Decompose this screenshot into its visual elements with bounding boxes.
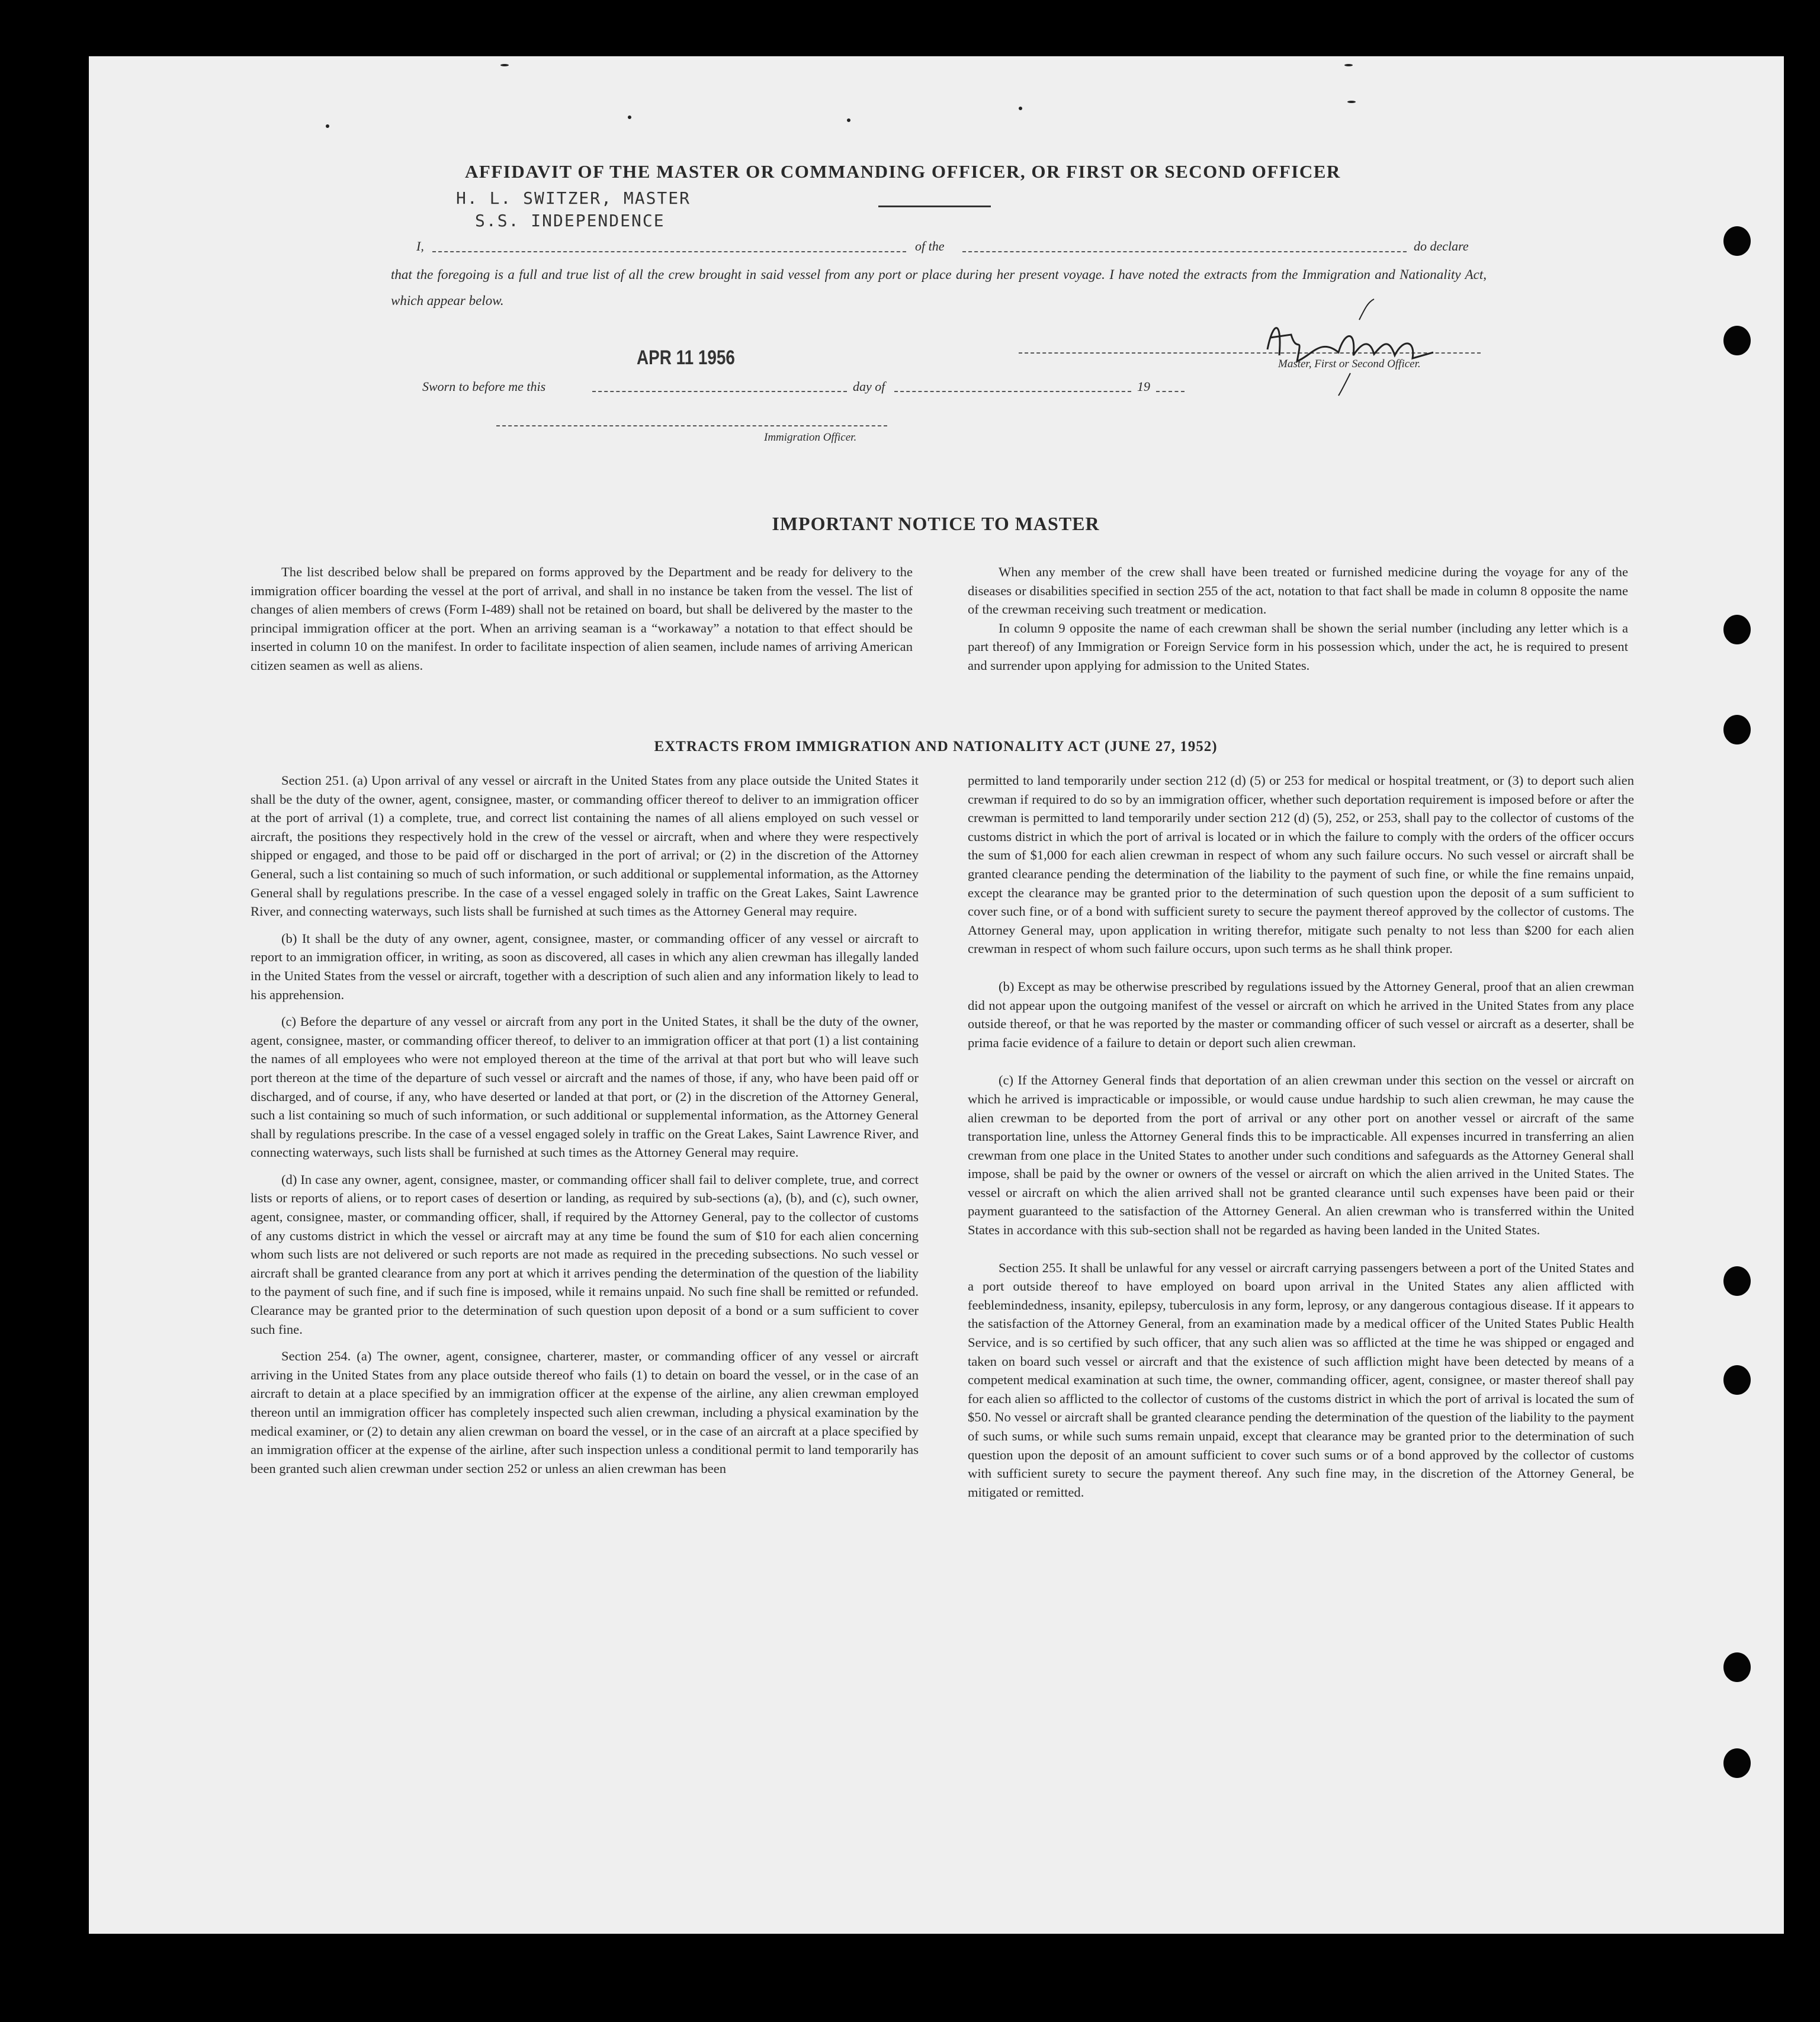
label-do-declare: do declare xyxy=(1414,239,1469,253)
section-254-a-continued: permitted to land temporarily under section 212 (d) (5) or 253 for medical or hospital treatment, or (3) to deport such alien crewman if required to do so by an immigration officer, whether such deportation requirement is imposed before or after the crewman is permitted to land temporarily under section 212 (d) (5), 252, or 253, shall pay to the collector of customs of the customs district in which the port of arrival is located or in which the failure to comply with the orders of the officer occurs the sum of $1,000 for each alien crewman in respect of whom any such failure occurs. No such vessel or aircraft shall be granted clearance pending the determination of the liability to the payment of such fine, or while the fine remains unpaid, except the clearance may be granted prior to the determination of such question upon the deposit of a sum sufficient to cover such fine, or of a bond with sufficient surety to secure the payment thereof approved by the collector of customs. The Attorney General may, upon application in writing therefor, mitigate such penalty to not less than $200 for each alien crewman in respect of whom such failure occurs, upon such terms as he shall think proper. xyxy=(968,773,1634,957)
notice-right-column xyxy=(968,563,1628,683)
section-251-c: (c) Before the departure of any vessel or aircraft from any port in the United States, it shall be the duty of the owner, agent, consignee, master, or commanding officer thereof, to deliver to an immigration officer at that port (1) a list containing the names of all employees who were not employed thereon at the time of the arrival at that port but who will leave such port thereon at the time of the departure of such vessel or aircraft and the names of those, if any, who have been paid off or discharged, and of course, if any, who have deserted or landed at that port, or (2) in the discretion of the Attorney General, such a list containing so much of such information, or such additional or supplemental information, as the Attorney General shall by regulations prescribe. In the case of a vessel engaged solely in traffic on the Great Lakes, Saint Lawrence River, and connecting waterways, such lists shall be furnished at such times as the Attorney General may require. xyxy=(251,1014,919,1160)
extracts-left-column xyxy=(251,771,919,1486)
day-of-label: day of xyxy=(853,379,885,394)
notice-heading: IMPORTANT NOTICE TO MASTER xyxy=(772,513,1100,534)
sworn-label: Sworn to before me this xyxy=(422,379,546,394)
sworn-day-blank xyxy=(592,391,847,392)
extracts-right-column xyxy=(968,771,1634,1510)
scan-speck xyxy=(847,118,850,122)
vessel-blank xyxy=(962,251,1407,252)
signature-caption: Master, First or Second Officer. xyxy=(1278,358,1421,370)
date-stamp: APR 11 1956 xyxy=(637,346,735,369)
master-name-stamp: H. L. SWITZER, MASTER xyxy=(456,188,691,208)
punch-hole xyxy=(1723,715,1751,744)
scan-speck xyxy=(628,115,631,119)
punch-hole xyxy=(1723,1266,1751,1296)
declaration-text: that the foregoing is a full and true list of all the crew brought in said vessel from any port or place during her present voyage. I have noted the extracts from the Immigration and Nationality Act, which appear below. xyxy=(391,267,1487,308)
year-blank xyxy=(1156,391,1185,392)
section-251-b: (b) It shall be the duty of any owner, agent, consignee, master, or commanding officer of any vessel or aircraft to report to an immigration officer, in writing, as soon as discovered, all cases in which any alien crewman has illegally landed in the United States from the vessel or aircraft, together with a description of such alien and any information likely to lead to his apprehension. xyxy=(251,930,919,1002)
sworn-month-blank xyxy=(894,391,1131,392)
punch-hole xyxy=(1723,1365,1751,1395)
immigration-officer-line xyxy=(496,425,887,426)
immigration-officer-label: Immigration Officer. xyxy=(764,431,857,444)
punch-hole xyxy=(1723,1748,1751,1778)
punch-hole xyxy=(1723,615,1751,644)
notice-right-paragraph-1: When any member of the crew shall have been treated or furnished medicine during the voyage for any of the diseases or disabilities specified in section 255 of the act, notation to that fact shall be made in column 8 opposite the name of the crewman receiving such treatment or medication. xyxy=(968,564,1628,617)
affidavit-title: AFFIDAVIT OF THE MASTER OR COMMANDING OFFICER, OR FIRST OR SECOND OFFICER xyxy=(465,161,1341,182)
notice-left-column xyxy=(251,563,913,683)
section-255: Section 255. It shall be unlawful for any vessel or aircraft carrying passengers between a port of the United States and a port outside thereof to have employed on board upon arrival in the United States any alien afflicted with feeblemindedness, insanity, epilepsy, tuberculosis in any form, leprosy, or any dangerous contagious disease. If it appears to the satisfaction of the Attorney General, from an examination made by a medical officer of the United States Public Health Service, and is so certified by such officer, that any such alien was so afflicted at the time he was shipped or engaged and taken on board such vessel or aircraft and that the existence of such affliction might have been detected by means of a competent medical examination at such time, the owner, commanding officer, agent, consignee, or master thereof shall pay for each alien so afflicted to the collector of customs of the customs district in which the port of arrival is located the sum of $50. No vessel or aircraft shall be granted clearance pending the determination of the question of the liability to the payment of such sums, or while such sums remain unpaid, except that clearance may be granted prior to the determination of such question upon the deposit of an amount sufficient to cover such sums or of a bond approved by the collector of customs with sufficient surety to secure the payment thereof. Any such fine may, in the discretion of the Attorney General, be mitigated or remitted. xyxy=(968,1260,1634,1500)
punch-hole xyxy=(1723,1652,1751,1682)
section-254-a: Section 254. (a) The owner, agent, consignee, charterer, master, or commanding officer of any vessel or aircraft arriving in the United States from any place outside thereof who fails (1) to detain on board the vessel, or in the case of an aircraft to detain at a place specified by an immigration officer at the expense of the airline, any alien crewman employed thereon until an immigration officer has completely inspected such alien crewman, including a physical examination by the medical examiner, or (2) to detain any alien crewman on board the vessel, or in the case of an aircraft at a place specified by an immigration officer at the expense of the airline, after such inspection unless a conditional permit to land temporarily has been granted such alien crewman under section 252 or unless an alien crewman has been xyxy=(251,1349,919,1476)
label-of-the: of the xyxy=(915,239,945,253)
title-underline xyxy=(878,206,991,207)
punch-hole xyxy=(1723,226,1751,256)
punch-hole xyxy=(1723,326,1751,355)
signature-text: H L Switzer xyxy=(1262,393,1267,394)
extracts-heading: EXTRACTS FROM IMMIGRATION AND NATIONALITY ACT (JUNE 27, 1952) xyxy=(654,739,1218,755)
section-251-d: (d) In case any owner, agent, consignee, master, or commanding officer shall fail to deliver complete, true, and correct lists or reports of aliens, or to report cases of desertion or landing, as required by sub-sections (a), (b), and (c), such owner, agent, consignee, master, or commanding officer, shall, if required by the Attorney General, pay to the collector of customs of any customs district in which the vessel or aircraft may at any time be found the sum of $10 for each alien concerning whom such lists are not delivered or such reports are not made as required in the preceding subsections. No such vessel or aircraft shall be granted clearance from any port at which it arrives pending the determination of the question of the liability to the payment of such fine, and if such fine is imposed, while it remains unpaid. No such fine shall be remitted or refunded. Clearance may be granted prior to the determination of such question upon deposit of a bond or a sum sufficient to cover such fine. xyxy=(251,1172,919,1337)
scan-speck xyxy=(1347,101,1356,103)
notice-left-paragraph: The list described below shall be prepared on forms approved by the Department and be ready for delivery to the immigration officer boarding the vessel at the port of arrival, and shall in no instance be taken from the vessel. The list of changes of alien members of crews (Form I-489) shall not be retained on board, but shall be delivered by the master to the principal immigration officer at the port. When an arriving seaman is a “workaway” a notation to that effect should be inserted in column 10 on the manifest. In order to facilitate inspection of alien seamen, include names of arriving American citizen seamen as well as aliens. xyxy=(251,564,913,673)
label-i: I, xyxy=(416,239,424,253)
notice-right-paragraph-2: In column 9 opposite the name of each crewman shall be shown the serial number (including any letter which is a part thereof) of any Immigration or Foreign Service form in his possession which, under the act, he is required to present and surrender upon applying for admission to the United States. xyxy=(968,620,1628,673)
scan-speck xyxy=(1344,64,1353,66)
section-254-c: (c) If the Attorney General finds that deportation of an alien crewman under this section on the vessel or aircraft on which he arrived is impracticable or impossible, or would cause undue hardship to such alien crewman, he may cause the alien crewman to be deported from the port of arrival or any other port on another vessel or aircraft of the same transportation line, unless the Attorney General finds this to be impracticable. All expenses incurred in transferring an alien crewman from one place in the United States to another under such conditions and safeguards as the Attorney General shall impose, shall be paid by the owner or owners of the vessel or aircraft on which the alien arrived in the United States. The vessel or aircraft on which the alien arrived shall not be granted clearance until such expenses have been paid or their payment guaranteed to the satisfaction of the Attorney General. An alien crewman who is transferred within the United States in accordance with this sub-section shall not be regarded as having been landed in the United States. xyxy=(968,1073,1634,1238)
year-label: 19 xyxy=(1137,379,1150,394)
handwritten-signature xyxy=(1256,296,1492,397)
section-251-a: Section 251. (a) Upon arrival of any vessel or aircraft in the United States from any place outside the United States it shall be the duty of the owner, agent, consignee, master, or commanding officer thereof to deliver to an immigration officer at the port of arrival (1) a complete, true, and correct list containing the names of all aliens employed on such vessel or aircraft, the positions they respectively hold in the crew of the vessel or aircraft, when and where they were respectively shipped or engaged, and those to be paid off or discharged in the port of arrival; or (2) in the discretion of the Attorney General, such a list containing so much of such information, or such additional or supplemental information, as the Attorney General shall by regulations prescribe. In the case of a vessel engaged solely in traffic on the Great Lakes, Saint Lawrence River, and connecting waterways, such lists shall be furnished at such times as the Attorney General may require. xyxy=(251,773,919,919)
name-blank xyxy=(432,251,906,252)
section-254-b: (b) Except as may be otherwise prescribed by regulations issued by the Attorney General, proof that an alien crewman did not appear upon the outgoing manifest of the vessel or aircraft on which he arrived in the United States from any place outside thereof, or that he was reported by the master or commanding officer of such vessel or aircraft as a deserter, shall be prima facie evidence of a failure to detain or deport such alien crewman. xyxy=(968,978,1634,1050)
scan-speck xyxy=(1019,107,1022,110)
scan-speck xyxy=(500,64,509,66)
vessel-name-stamp: S.S. INDEPENDENCE xyxy=(475,211,665,230)
scan-speck xyxy=(326,124,329,128)
